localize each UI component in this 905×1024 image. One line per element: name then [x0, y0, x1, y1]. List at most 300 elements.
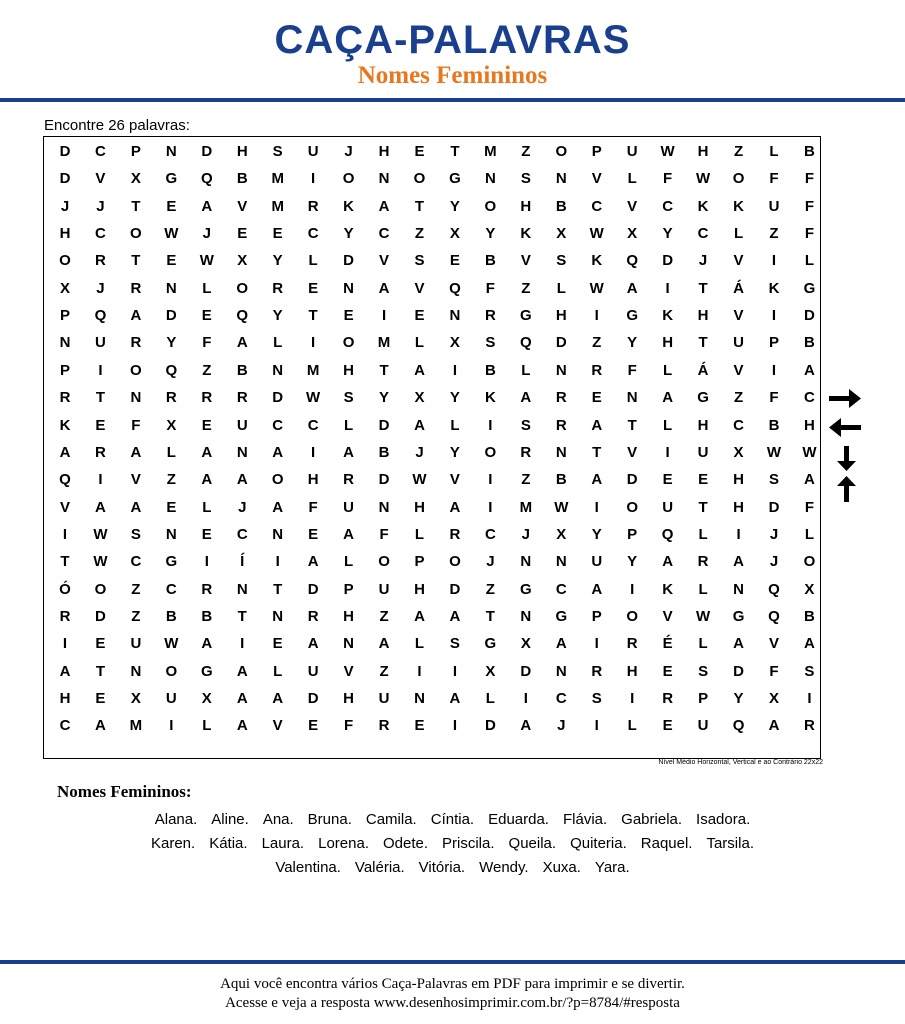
grid-letter: I — [736, 525, 741, 543]
grid-letter: A — [733, 635, 744, 653]
grid-letter: X — [520, 635, 531, 653]
grid-letter: A — [130, 307, 142, 325]
grid-letter: N — [555, 170, 567, 188]
grid-letter: P — [59, 361, 70, 379]
grid-letter: T — [273, 580, 283, 598]
grid-letter: W — [696, 607, 711, 625]
grid-letter: L — [414, 525, 425, 543]
word-item: Bruna. — [307, 811, 352, 828]
grid-letter: A — [201, 197, 213, 215]
grid-letter: T — [60, 553, 70, 571]
grid-letter: T — [592, 443, 602, 461]
grid-letter: H — [555, 307, 567, 325]
grid-letter: T — [379, 361, 389, 379]
grid-letter: M — [306, 361, 320, 379]
grid-letter: R — [130, 279, 142, 297]
grid-letter: E — [662, 471, 673, 489]
grid-letter: V — [95, 170, 106, 188]
grid-letter: J — [698, 252, 708, 270]
grid-letter: U — [768, 197, 780, 215]
grid-letter: T — [485, 607, 495, 625]
grid-letter: J — [557, 717, 566, 735]
grid-letter: O — [130, 361, 142, 379]
grid-letter: I — [807, 690, 812, 707]
grid-letter: K — [768, 279, 780, 297]
grid-letter: E — [237, 225, 248, 243]
grid-letter: I — [311, 334, 316, 352]
grid-letter: E — [95, 690, 106, 707]
grid-letter: U — [733, 334, 744, 352]
grid-letter: E — [272, 635, 283, 653]
grid-letter: I — [311, 443, 316, 461]
grid-letter: X — [733, 443, 744, 461]
grid-letter: A — [236, 471, 248, 489]
grid-letter: R — [201, 580, 213, 598]
grid-letter: R — [555, 416, 567, 434]
grid-letter: H — [733, 498, 744, 516]
grid-letter: Y — [733, 690, 744, 707]
grid-letter: W — [164, 225, 179, 243]
grid-letter: B — [165, 607, 177, 625]
grid-letter: Z — [202, 361, 212, 379]
grid-letter: H — [59, 225, 71, 243]
footer-line-1: Aqui você encontra vários Caça-Palavras em PDF para imprimir e se divertir. — [220, 976, 685, 992]
word-item: Eduarda. — [488, 811, 549, 828]
grid-letter: B — [484, 361, 496, 379]
grid-letter: X — [201, 690, 212, 707]
grid-letter: L — [273, 334, 283, 352]
grid-letter: V — [627, 197, 638, 215]
grid-letter: R — [236, 389, 248, 407]
grid-letter: O — [803, 553, 816, 571]
grid-letter: A — [662, 553, 674, 571]
grid-letter: F — [804, 498, 815, 516]
grid-letter: C — [59, 717, 71, 735]
grid-letter: N — [272, 361, 284, 379]
grid-letter: X — [627, 225, 638, 243]
grid-letter: H — [520, 197, 532, 215]
grid-letter: K — [733, 197, 744, 215]
grid-letter: J — [769, 525, 779, 543]
grid-letter: L — [627, 170, 637, 188]
grid-letter: Q — [661, 525, 674, 543]
grid-letter: R — [95, 443, 106, 461]
footer — [0, 975, 905, 1013]
grid-letter: Q — [768, 607, 780, 625]
grid-letter: Q — [236, 307, 249, 325]
grid-letter: Y — [485, 225, 496, 243]
grid-letter: A — [236, 690, 248, 707]
grid-letter: N — [555, 553, 567, 571]
top-divider — [0, 98, 905, 102]
grid-letter: R — [591, 361, 603, 379]
grid-letter: U — [378, 690, 390, 707]
grid-letter: I — [98, 471, 103, 489]
grid-letter: L — [521, 361, 531, 379]
grid-letter: G — [165, 553, 178, 571]
grid-letter: I — [452, 361, 458, 379]
grid-letter: J — [202, 225, 211, 243]
grid-letter: A — [378, 197, 390, 215]
grid-letter: Á — [733, 279, 744, 297]
grid-letter: E — [449, 252, 460, 270]
grid-letter: V — [414, 279, 425, 297]
grid-letter: R — [59, 389, 71, 407]
grid-letter: Z — [521, 279, 531, 297]
grid-letter: F — [485, 279, 495, 297]
grid-letter: Q — [165, 361, 178, 379]
grid-letter: X — [237, 252, 248, 270]
grid-letter: N — [236, 443, 248, 461]
grid-letter: E — [414, 143, 425, 160]
grid-letter: P — [414, 553, 425, 571]
grid-letter: I — [62, 525, 68, 543]
word-item: Valentina. — [275, 859, 341, 876]
grid-letter: W — [93, 553, 108, 571]
grid-letter: O — [165, 662, 178, 680]
grid-letter: B — [804, 143, 815, 160]
grid-letter: I — [594, 498, 599, 516]
grid-letter: L — [202, 717, 212, 735]
grid-letter: G — [200, 662, 213, 680]
instruction-text: Encontre 26 palavras: — [44, 117, 190, 134]
grid-letter: H — [662, 334, 674, 352]
grid-letter: T — [450, 143, 460, 160]
grid-letter: N — [414, 690, 425, 707]
word-item: Lorena. — [318, 835, 369, 852]
grid-letter: W — [766, 443, 782, 461]
grid-letter: G — [803, 279, 816, 297]
grid-letter: D — [733, 662, 744, 680]
word-item: Quiteria. — [570, 835, 627, 852]
grid-letter: T — [698, 334, 708, 352]
grid-letter: X — [556, 525, 567, 543]
grid-letter: K — [662, 580, 674, 598]
grid-letter: D — [59, 143, 71, 160]
grid-letter: Z — [379, 607, 389, 625]
arrow-right-icon — [829, 389, 861, 408]
grid-letter: A — [414, 607, 425, 625]
grid-letter: A — [59, 443, 71, 461]
grid-letter: T — [698, 498, 708, 516]
grid-letter: F — [804, 197, 815, 215]
grid-letter: L — [485, 690, 495, 707]
grid-letter: F — [769, 389, 779, 407]
grid-letter: J — [769, 553, 779, 571]
grid-letter: Y — [627, 334, 638, 352]
grid-letter: C — [484, 525, 496, 543]
grid-letter: P — [591, 143, 602, 160]
grid-letter: A — [591, 471, 603, 489]
grid-letter: I — [523, 690, 528, 707]
grid-letter: G — [520, 580, 532, 598]
grid-letter: F — [344, 717, 354, 735]
grid-letter: N — [484, 170, 496, 188]
grid-letter: Z — [166, 471, 176, 489]
grid-letter: N — [520, 553, 532, 571]
grid-letter: D — [201, 143, 213, 160]
grid-letter: E — [95, 635, 106, 653]
grid-letter: O — [484, 197, 497, 215]
grid-letter: S — [520, 416, 531, 434]
grid-letter: Y — [272, 307, 283, 325]
grid-letter: I — [417, 662, 422, 680]
grid-letter: L — [698, 580, 708, 598]
grid-letter: Q — [449, 279, 461, 297]
grid-letter: A — [449, 690, 461, 707]
grid-letter: H — [626, 662, 638, 680]
grid-letter: I — [452, 717, 458, 735]
grid-letter: A — [768, 717, 780, 735]
grid-letter: Q — [520, 334, 532, 352]
grid-letter: A — [272, 690, 284, 707]
grid-letter: G — [697, 389, 709, 407]
grid-letter: A — [555, 635, 567, 653]
grid-letter: Y — [449, 443, 460, 461]
grid-letter: R — [59, 607, 71, 625]
grid-letter: E — [414, 717, 425, 735]
grid-letter: O — [130, 225, 142, 243]
grid-letter: T — [698, 279, 708, 297]
grid-letter: Z — [131, 580, 141, 598]
grid-letter: S — [485, 334, 496, 352]
word-list-row — [0, 811, 905, 828]
grid-letter: C — [591, 197, 603, 215]
grid-letter: O — [449, 553, 461, 571]
grid-letter: D — [555, 334, 567, 352]
grid-letter: I — [488, 471, 493, 489]
grid-letter: Z — [485, 580, 495, 598]
arrow-up-icon — [837, 476, 856, 502]
grid-letter: P — [698, 690, 709, 707]
grid-letter: O — [94, 580, 107, 598]
grid-letter: A — [414, 361, 425, 379]
grid-letter: O — [271, 471, 284, 489]
grid-letter: S — [414, 252, 425, 270]
grid-letter: X — [768, 690, 779, 707]
word-list-row — [0, 835, 905, 852]
grid-letter: F — [804, 225, 815, 243]
grid-letter: R — [201, 389, 213, 407]
grid-letter: R — [95, 252, 106, 270]
grid-letter: L — [414, 334, 425, 352]
word-search-grid — [43, 136, 821, 759]
word-item: Wendy. — [479, 859, 529, 876]
grid-letter: N — [165, 279, 177, 297]
grid-letter: W — [93, 525, 108, 543]
grid-letter: H — [343, 607, 355, 625]
grid-letter: P — [343, 580, 354, 598]
grid-letter: X — [59, 279, 70, 297]
grid-letter: E — [662, 662, 673, 680]
grid-letter: E — [201, 525, 212, 543]
word-item: Raquel. — [640, 835, 693, 852]
grid-letter: A — [272, 443, 284, 461]
grid-letter: W — [164, 635, 179, 653]
grid-letter: A — [449, 607, 461, 625]
grid-letter: M — [129, 717, 143, 735]
grid-letter: I — [488, 416, 493, 434]
word-item: Vitória. — [418, 859, 466, 876]
grid-letter: L — [627, 717, 637, 735]
grid-letter: X — [485, 662, 496, 680]
grid-letter: I — [771, 252, 777, 270]
grid-letter: O — [378, 553, 390, 571]
grid-letter: S — [556, 252, 567, 270]
grid-letter: I — [594, 635, 599, 653]
grid-letter: V — [627, 443, 638, 461]
grid-letter: A — [343, 443, 355, 461]
grid-letter: H — [414, 580, 425, 598]
word-item: Karen. — [151, 835, 196, 852]
grid-letter: E — [272, 225, 283, 243]
page-title: CAÇA-PALAVRAS — [274, 18, 631, 62]
grid-letter: U — [236, 416, 248, 434]
grid-letter: D — [378, 416, 390, 434]
grid-letter: V — [591, 170, 602, 188]
word-item: Xuxa. — [542, 859, 581, 876]
grid-letter: O — [626, 607, 639, 625]
grid-letter: Ó — [59, 580, 71, 598]
grid-letter: S — [520, 170, 531, 188]
grid-letter: B — [378, 443, 390, 461]
word-item: Isadora. — [696, 811, 751, 828]
grid-letter: N — [130, 662, 142, 680]
grid-letter: B — [201, 607, 213, 625]
grid-letter: W — [589, 279, 604, 297]
grid-letter: N — [555, 361, 567, 379]
grid-letter: E — [166, 252, 177, 270]
grid-letter: L — [769, 143, 779, 160]
grid-letter: A — [804, 471, 815, 489]
word-item: Yara. — [594, 859, 630, 876]
grid-letter: E — [95, 416, 106, 434]
grid-letter: G — [626, 307, 639, 325]
grid-letter: Z — [131, 607, 141, 625]
grid-letter: J — [96, 279, 105, 297]
word-item: Priscila. — [442, 835, 495, 852]
word-item: Camila. — [365, 811, 417, 828]
grid-letter: K — [591, 252, 603, 270]
grid-letter: N — [343, 635, 355, 653]
grid-letter: A — [378, 635, 390, 653]
grid-letter: H — [804, 416, 815, 434]
grid-letter: U — [697, 443, 709, 461]
grid-letter: I — [488, 498, 493, 516]
grid-letter: X — [556, 225, 567, 243]
grid-letter: C — [662, 197, 674, 215]
grid-letter: U — [626, 143, 638, 160]
grid-letter: B — [236, 170, 248, 188]
grid-letter: O — [555, 143, 568, 160]
grid-letter: S — [272, 143, 283, 160]
grid-letter: S — [698, 662, 709, 680]
grid-letter: R — [520, 443, 532, 461]
grid-letter: Í — [240, 553, 245, 571]
grid-letter: V — [733, 307, 744, 325]
grid-letter: É — [662, 635, 673, 653]
grid-letter: N — [59, 334, 71, 352]
grid-letter: V — [379, 252, 390, 270]
grid-letter: F — [202, 334, 212, 352]
grid-letter: R — [662, 690, 674, 707]
grid-letter: B — [804, 607, 815, 625]
grid-letter: A — [236, 662, 248, 680]
grid-letter: I — [98, 361, 103, 379]
grid-letter: C — [165, 580, 177, 598]
grid-letter: R — [307, 197, 319, 215]
grid-letter: F — [379, 525, 389, 543]
direction-arrows — [827, 385, 863, 505]
grid-letter: V — [768, 635, 779, 653]
grid-letter: C — [307, 225, 319, 243]
grid-letter: L — [663, 416, 673, 434]
grid-letter: I — [771, 361, 777, 379]
grid-letter: G — [520, 307, 532, 325]
word-item: Ana. — [262, 811, 294, 828]
grid-letter: D — [626, 471, 638, 489]
grid-letter: T — [95, 662, 106, 680]
grid-letter: C — [733, 416, 744, 434]
word-item: Kátia. — [209, 835, 248, 852]
grid-letter: A — [733, 553, 744, 571]
grid-letter: S — [130, 525, 141, 543]
grid-letter: E — [166, 197, 177, 215]
grid-letter: A — [520, 389, 532, 407]
grid-letter: N — [165, 525, 177, 543]
grid-letter: J — [344, 143, 353, 160]
word-item: Odete. — [382, 835, 429, 852]
grid-letter: R — [626, 635, 638, 653]
grid-letter: T — [95, 389, 106, 407]
grid-letter: Y — [272, 252, 283, 270]
grid-letter: A — [520, 717, 532, 735]
grid-letter: H — [414, 498, 425, 516]
grid-letter: N — [626, 389, 638, 407]
grid-letter: R — [130, 334, 142, 352]
grid-letter: M — [377, 334, 391, 352]
grid-letter: A — [591, 580, 603, 598]
word-item: Alana. — [154, 811, 198, 828]
grid-letter: T — [131, 252, 141, 270]
grid-letter: A — [414, 416, 425, 434]
page-subtitle: Nomes Femininos — [357, 62, 548, 89]
grid-letter: B — [555, 471, 567, 489]
grid-letter: O — [342, 170, 355, 188]
grid-letter: L — [804, 252, 815, 270]
grid-letter: V — [343, 662, 354, 680]
grid-letter: Y — [449, 197, 460, 215]
grid-letter: Z — [379, 662, 389, 680]
grid-letter: K — [343, 197, 355, 215]
grid-letter: C — [95, 225, 106, 243]
grid-letter: W — [306, 389, 321, 407]
grid-letter: A — [378, 279, 390, 297]
grid-letter: J — [486, 553, 495, 571]
grid-letter: Q — [768, 580, 780, 598]
grid-letter: A — [95, 498, 106, 516]
grid-letter: N — [733, 580, 744, 598]
grid-letter: I — [311, 170, 316, 188]
grid-letter: D — [804, 307, 815, 325]
grid-letter: U — [591, 553, 603, 571]
grid-letter: M — [484, 143, 497, 160]
grid-letter: W — [412, 471, 427, 489]
grid-letter: E — [201, 416, 212, 434]
grid-letter: X — [166, 416, 177, 434]
grid-letter: A — [201, 443, 213, 461]
grid-letter: V — [733, 252, 744, 270]
